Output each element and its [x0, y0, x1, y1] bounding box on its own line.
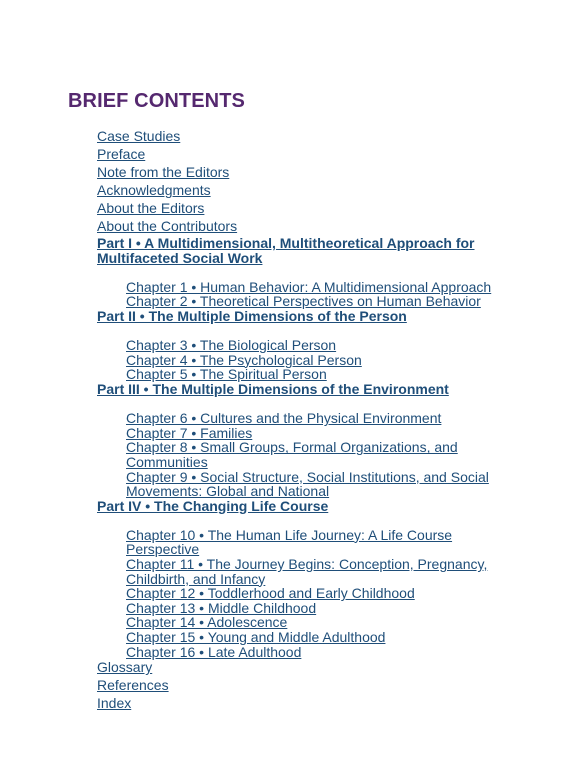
toc-link-acknowledgments[interactable]: Acknowledgments [97, 182, 211, 198]
toc-link-chapter-13[interactable]: Chapter 13 • Middle Childhood [126, 599, 317, 616]
toc-link-about-editors[interactable]: About the Editors [97, 200, 205, 216]
toc-chapter [97, 411, 527, 426]
toc-part [97, 499, 527, 514]
toc-link-glossary[interactable]: Glossary [97, 659, 153, 676]
toc-item [97, 218, 527, 236]
toc-chapter [97, 645, 527, 660]
toc-chapter [97, 615, 527, 630]
page-title: BRIEF CONTENTS [68, 90, 245, 112]
toc-link-chapter-12[interactable]: Chapter 12 • Toddlerhood and Early Childhood [126, 585, 415, 602]
toc-chapter [97, 528, 527, 557]
toc-part [97, 309, 527, 324]
toc-item [97, 164, 527, 182]
toc-link-chapter-3[interactable]: Chapter 3 • The Biological Person [126, 337, 337, 354]
toc-link-part-4[interactable]: Part IV • The Changing Life Course [97, 497, 329, 514]
table-of-contents [97, 128, 527, 713]
toc-chapter [97, 426, 527, 441]
toc-chapter [97, 353, 527, 368]
toc-link-chapter-4[interactable]: Chapter 4 • The Psychological Person [126, 351, 362, 368]
toc-item [97, 659, 527, 677]
toc-link-chapter-15[interactable]: Chapter 15 • Young and Middle Adulthood [126, 629, 386, 646]
toc-link-chapter-11[interactable]: Chapter 11 • The Journey Begins: Conception, Pregnancy, Childbirth, and Infancy [126, 556, 488, 587]
toc-link-chapter-14[interactable]: Chapter 14 • Adolescence [126, 614, 288, 631]
toc-chapter [97, 440, 527, 469]
toc-item [97, 182, 527, 200]
toc-link-chapter-5[interactable]: Chapter 5 • The Spiritual Person [126, 366, 327, 383]
toc-link-references[interactable]: References [97, 677, 169, 694]
toc-link-case-studies[interactable]: Case Studies [97, 128, 181, 144]
toc-link-about-contributors[interactable]: About the Contributors [97, 218, 238, 234]
toc-link-index[interactable]: Index [97, 695, 132, 712]
toc-chapter [97, 294, 527, 309]
toc-part [97, 382, 527, 397]
toc-item [97, 200, 527, 218]
toc-item [97, 146, 527, 164]
toc-link-chapter-1[interactable]: Chapter 1 • Human Behavior: A Multidimensional Approach [126, 278, 492, 295]
toc-chapter [97, 601, 527, 616]
toc-link-part-3[interactable]: Part III • The Multiple Dimensions of the Environment [97, 380, 449, 397]
toc-link-chapter-10[interactable]: Chapter 10 • The Human Life Journey: A Life Course Perspective [126, 526, 453, 558]
toc-link-chapter-2[interactable]: Chapter 2 • Theoretical Perspectives on Human Behavior [126, 293, 481, 310]
toc-part [97, 236, 527, 265]
toc-chapter [97, 557, 527, 586]
toc-chapter [97, 586, 527, 601]
toc-chapter [97, 280, 527, 295]
toc-link-note-from-editors[interactable]: Note from the Editors [97, 164, 230, 180]
toc-chapter [97, 630, 527, 645]
toc-link-chapter-8[interactable]: Chapter 8 • Small Groups, Formal Organizations, and Communities [126, 439, 458, 470]
toc-chapter [97, 470, 527, 499]
toc-link-chapter-6[interactable]: Chapter 6 • Cultures and the Physical Environment [126, 410, 442, 427]
toc-item [97, 128, 527, 146]
toc-link-part-1[interactable]: Part I • A Multidimensional, Multitheoretical Approach for Multifaceted Social Work [97, 235, 475, 266]
toc-item [97, 677, 527, 695]
toc-link-part-2[interactable]: Part II • The Multiple Dimensions of the Person [97, 307, 407, 324]
toc-chapter [97, 338, 527, 353]
toc-chapter [97, 367, 527, 382]
toc-item [97, 695, 527, 713]
toc-link-chapter-9[interactable]: Chapter 9 • Social Structure, Social Institutions, and Social Movements: Global and National [126, 468, 489, 500]
toc-link-preface[interactable]: Preface [97, 146, 146, 162]
toc-link-chapter-7[interactable]: Chapter 7 • Families [126, 424, 253, 441]
toc-link-chapter-16[interactable]: Chapter 16 • Late Adulthood [126, 643, 302, 660]
